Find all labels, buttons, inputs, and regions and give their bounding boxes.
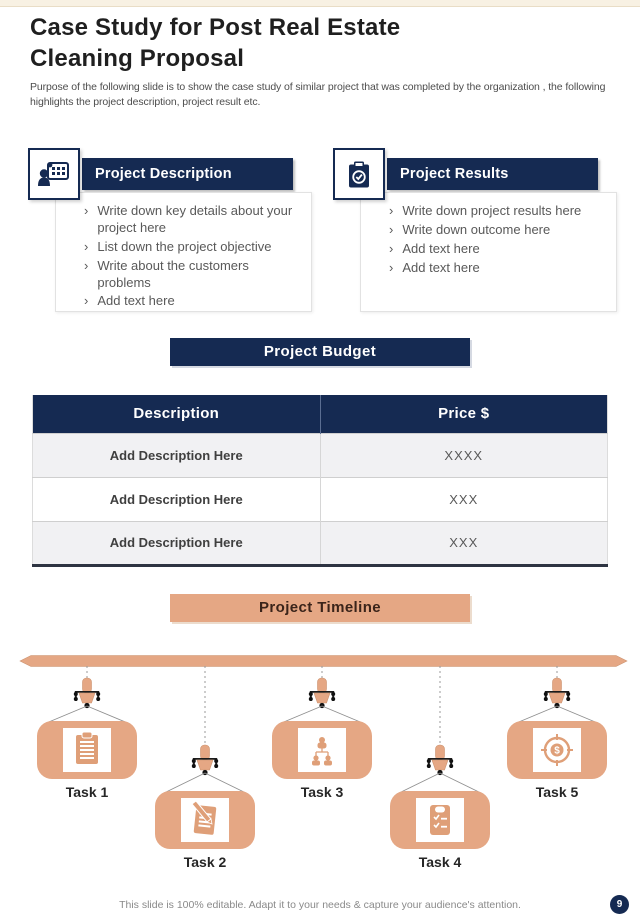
header-description: Description	[33, 395, 321, 433]
dollar-glyph: $	[554, 745, 560, 757]
list-item	[389, 241, 608, 258]
section-title-bar: Project Description	[82, 158, 293, 190]
timeline-graphic	[0, 645, 640, 873]
cell-description: Add Description Here	[33, 477, 321, 521]
crane-hook-icon	[427, 745, 453, 775]
section-icon-box	[333, 148, 385, 200]
top-accent-band	[0, 0, 640, 7]
list-item-text: Write down key details about your project here	[97, 203, 293, 235]
list-item	[389, 203, 608, 220]
timeline-task	[37, 666, 137, 800]
page-number-badge: 9	[610, 895, 629, 914]
section-project-description	[28, 148, 313, 314]
list-item	[389, 260, 608, 277]
purpose-text: Purpose of the following slide is to show the case study of similar project that was completed by the organization , the following highlights the project description, project result etc.	[30, 81, 606, 108]
list-item	[84, 203, 303, 237]
checklist-icon	[430, 805, 450, 835]
timeline-task	[272, 666, 372, 800]
bullet-marker: ›	[389, 221, 394, 237]
list-item-text: Write down outcome here	[402, 221, 551, 237]
task-label: Task 5	[535, 784, 579, 800]
section-content-box	[360, 192, 617, 312]
task-label: Task 4	[418, 854, 462, 870]
section-content-box	[55, 192, 312, 312]
timeline-task	[155, 666, 255, 870]
list-item-text: Add text here	[97, 293, 175, 309]
footer-note: This slide is 100% editable. Adapt it to your needs & capture your audience's attention.	[119, 899, 521, 911]
cell-price: XXXX	[320, 433, 608, 477]
list-item	[84, 293, 303, 310]
page-title: Case Study for Post Real Estate Cleaning Proposal	[30, 14, 401, 73]
timeline-task	[507, 666, 607, 800]
bullet-marker: ›	[84, 203, 89, 218]
list-item-text: Add text here	[402, 259, 480, 275]
table-row	[33, 477, 608, 521]
list-item	[84, 239, 303, 256]
timeline-beam	[20, 656, 627, 667]
clipboard-check-icon	[341, 156, 377, 192]
list-item-text: Add text here	[402, 240, 480, 256]
budget-table	[32, 395, 608, 567]
list-item	[84, 258, 303, 292]
cell-price: XXX	[320, 521, 608, 565]
list-item-text: Write down project results here	[402, 203, 582, 218]
crane-hook-icon	[74, 678, 100, 708]
task-label: Task 3	[300, 784, 344, 800]
results-list	[389, 203, 608, 277]
crane-hook-icon	[309, 678, 335, 708]
section-title-bar: Project Results	[387, 158, 598, 190]
task-label: Task 1	[65, 784, 109, 800]
project-budget-banner: Project Budget	[170, 338, 470, 366]
section-icon-box	[28, 148, 80, 200]
bullet-marker: ›	[84, 293, 89, 309]
list-item-text: List down the project objective	[97, 238, 272, 254]
task-label: Task 2	[183, 854, 227, 870]
list-item-text: Write about the customers problems	[97, 257, 249, 290]
table-header-row	[33, 395, 608, 433]
cell-price: XXX	[320, 477, 608, 521]
table-row	[33, 433, 608, 477]
timeline-task	[390, 666, 490, 870]
project-timeline-banner: Project Timeline	[170, 594, 470, 622]
header-price: Price $	[320, 395, 608, 433]
bullet-marker: ›	[84, 238, 89, 254]
bullet-marker: ›	[389, 203, 394, 218]
crane-hook-icon	[192, 745, 218, 775]
crane-hook-icon	[544, 678, 570, 708]
bullet-marker: ›	[389, 259, 394, 275]
bullet-marker: ›	[389, 240, 394, 256]
clipboard-icon	[76, 732, 98, 764]
presenter-board-icon	[36, 156, 72, 192]
table-row	[33, 521, 608, 565]
list-item	[389, 222, 608, 239]
cell-description: Add Description Here	[33, 433, 321, 477]
section-project-results	[333, 148, 618, 314]
cell-description: Add Description Here	[33, 521, 321, 565]
bullet-marker: ›	[84, 257, 89, 273]
description-list	[84, 203, 303, 310]
